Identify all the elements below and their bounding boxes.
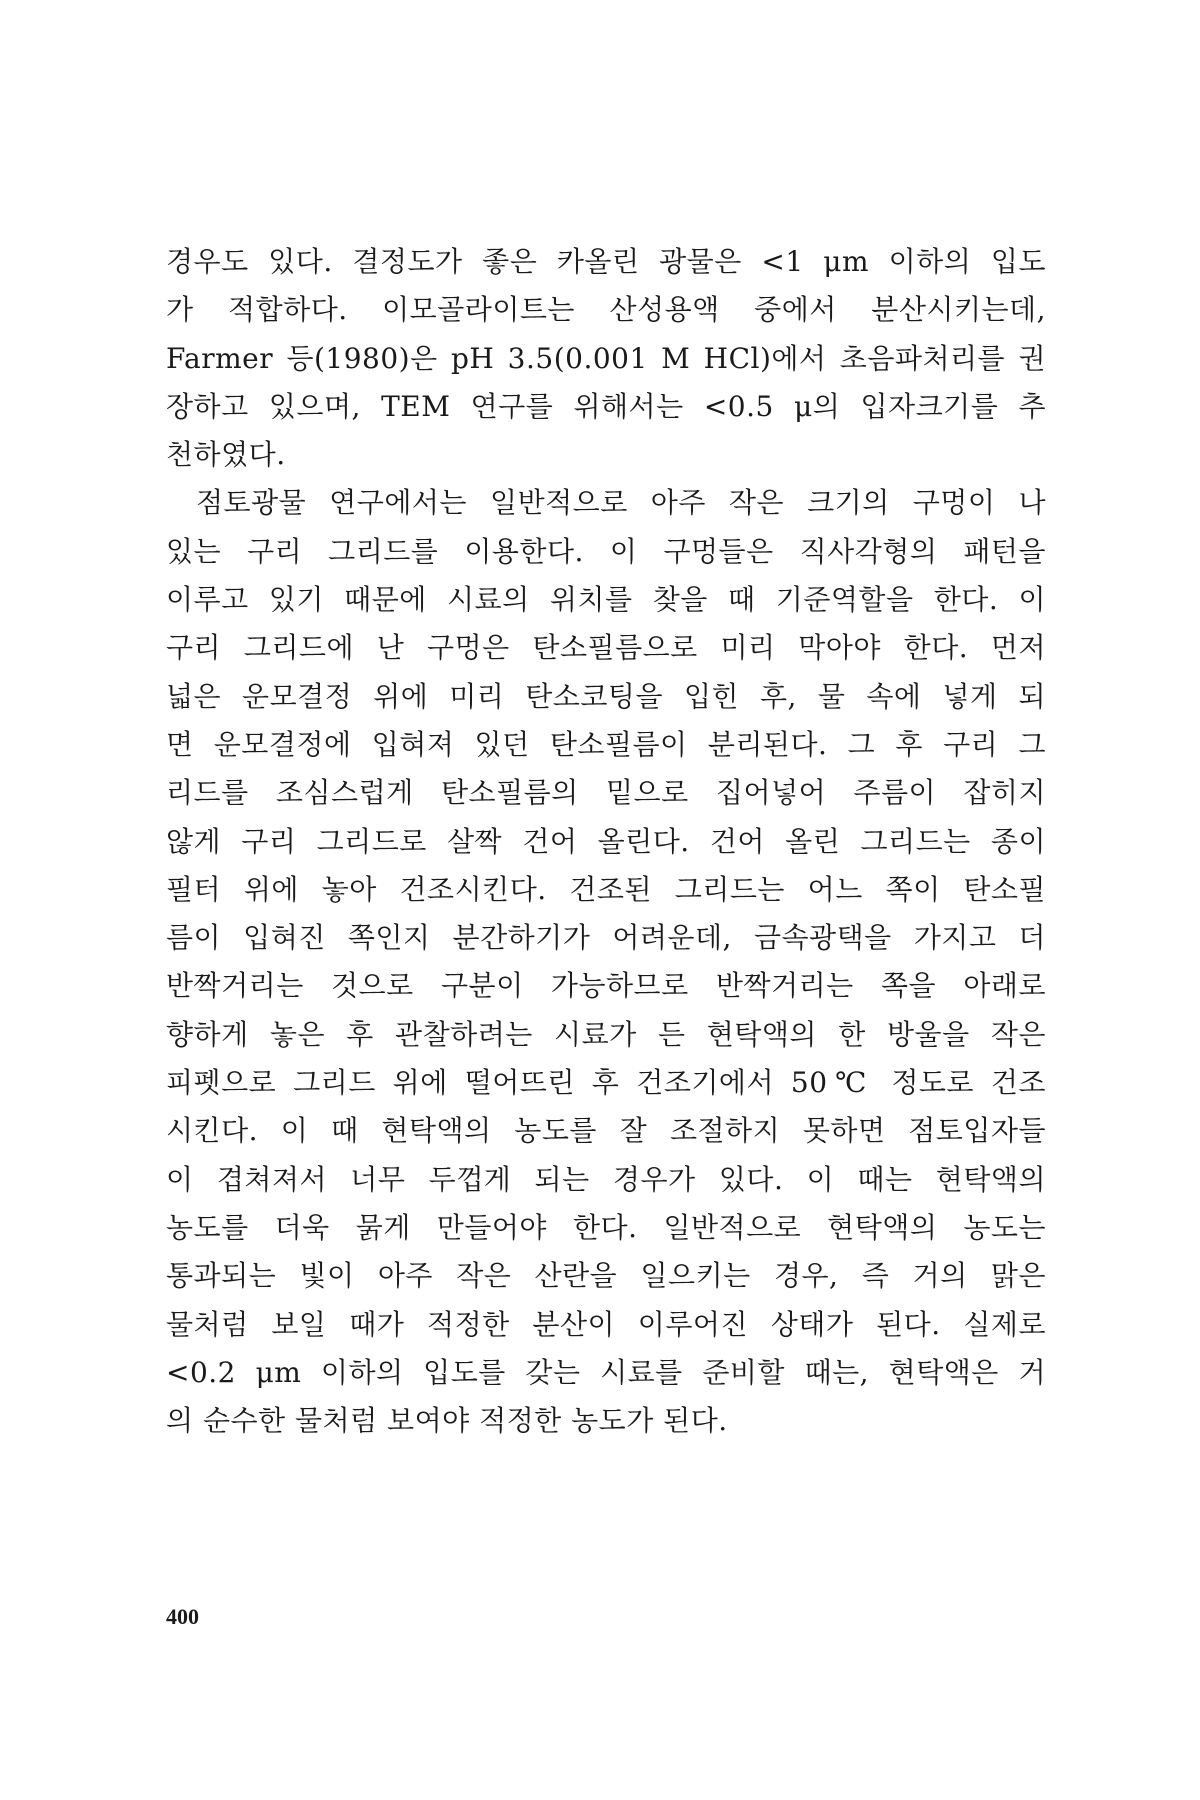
paragraph-1 xyxy=(166,238,1046,479)
text-line: 리드를 조심스럽게 탄소필름의 밑으로 집어넣어 주름이 잡히지 xyxy=(166,776,1046,810)
text-line: Farmer 등(1980)은 pH 3.5(0.001 M HCl)에서 초음파처리를 권 xyxy=(166,341,1046,375)
text-line: 농도를 더욱 묽게 만들어야 한다. 일반적으로 현탁액의 농도는 xyxy=(166,1210,1046,1244)
text-line: <0.2 μm 이하의 입도를 갖는 시료를 준비할 때는, 현탁액은 거 xyxy=(166,1355,1046,1389)
text-line: 넓은 운모결정 위에 미리 탄소코팅을 입힌 후, 물 속에 넣게 되 xyxy=(166,679,1046,713)
text-line: 이 겹쳐져서 너무 두껍게 되는 경우가 있다. 이 때는 현탁액의 xyxy=(166,1162,1046,1196)
text-line: 이루고 있기 때문에 시료의 위치를 찾을 때 기준역할을 한다. 이 xyxy=(166,583,1046,617)
text-line: 의 순수한 물처럼 보여야 적정한 농도가 된다. xyxy=(166,1404,728,1438)
text-line: 물처럼 보일 때가 적정한 분산이 이루어진 상태가 된다. 실제로 xyxy=(166,1307,1046,1341)
text-line: 름이 입혀진 쪽인지 분간하기가 어려운데, 금속광택을 가지고 더 xyxy=(166,921,1046,955)
text-line: 면 운모결정에 입혀져 있던 탄소필름이 분리된다. 그 후 구리 그 xyxy=(166,727,1046,761)
text-line: 있는 구리 그리드를 이용한다. 이 구멍들은 직사각형의 패턴을 xyxy=(166,534,1046,568)
text-line: 점토광물 연구에서는 일반적으로 아주 작은 크기의 구멍이 나 xyxy=(196,486,1046,520)
text-line: 시킨다. 이 때 현탁액의 농도를 잘 조절하지 못하면 점토입자들 xyxy=(166,1114,1046,1148)
text-line: 향하게 놓은 후 관찰하려는 시료가 든 현탁액의 한 방울을 작은 xyxy=(166,1017,1046,1051)
text-line: 가 적합하다. 이모골라이트는 산성용액 중에서 분산시키는데, xyxy=(166,293,1046,327)
paragraph-2 xyxy=(166,479,1046,1445)
page-number: 400 xyxy=(166,1604,199,1629)
text-line: 반짝거리는 것으로 구분이 가능하므로 반짝거리는 쪽을 아래로 xyxy=(166,969,1046,1003)
text-line: 필터 위에 놓아 건조시킨다. 건조된 그리드는 어느 쪽이 탄소필 xyxy=(166,872,1046,906)
text-line: 구리 그리드에 난 구멍은 탄소필름으로 미리 막아야 한다. 먼저 xyxy=(166,631,1046,665)
text-line: 경우도 있다. 결정도가 좋은 카올린 광물은 <1 μm 이하의 입도 xyxy=(166,245,1046,278)
text-line: 않게 구리 그리드로 살짝 건어 올린다. 건어 올린 그리드는 종이 xyxy=(166,824,1046,858)
text-line: 장하고 있으며, TEM 연구를 위해서는 <0.5 μ의 입자크기를 추 xyxy=(166,389,1046,423)
text-line: 피펫으로 그리드 위에 떨어뜨린 후 건조기에서 50℃ 정도로 건조 xyxy=(166,1066,1046,1100)
text-line: 통과되는 빛이 아주 작은 산란을 일으키는 경우, 즉 거의 맑은 xyxy=(166,1259,1046,1293)
text-line: 천하였다. xyxy=(166,438,286,472)
body-text xyxy=(166,238,1046,1445)
